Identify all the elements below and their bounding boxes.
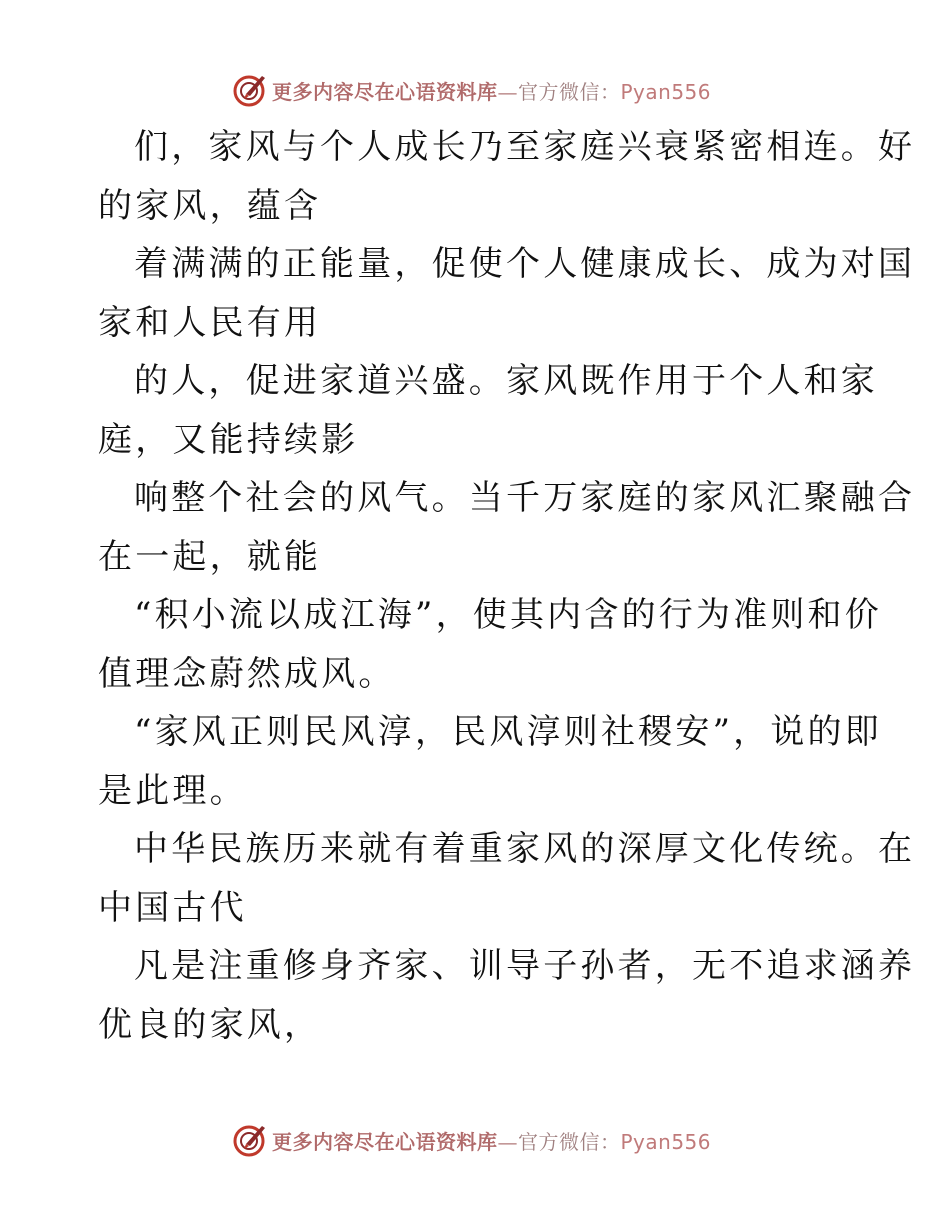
paragraph-line: 中华民族历来就有着重家风的深厚文化传统。在 (134, 829, 916, 869)
paragraph-line: 在一起，就能 (98, 536, 322, 577)
watermark-id: Pyan556 (620, 1129, 712, 1154)
watermark-dash: — (497, 1129, 518, 1154)
paragraph-line: 的家风，蕴含 (98, 185, 322, 226)
body-text (98, 118, 916, 1054)
footer-watermark (232, 1120, 732, 1160)
paragraph-line: 家和人民有用 (98, 302, 322, 343)
quill-logo-icon (232, 1122, 268, 1158)
paragraph-line: 的人，促进家道兴盛。家风既作用于个人和家 (134, 361, 878, 401)
paragraph-line: 值理念蔚然成风。 (98, 653, 396, 694)
paragraph-line: 优良的家风， (98, 1004, 322, 1045)
watermark-main-text: 更多内容尽在心语资料库 (272, 1129, 498, 1154)
paragraph-line: 们，家风与个人成长乃至家庭兴衰紧密相连。好 (134, 127, 916, 167)
paragraph-line: 响整个社会的风气。当千万家庭的家风汇聚融合 (134, 478, 916, 518)
watermark-id: Pyan556 (620, 79, 712, 104)
paragraph-line: 中国古代 (98, 887, 247, 928)
watermark-main-text: 更多内容尽在心语资料库 (272, 79, 498, 104)
paragraph-line: 凡是注重修身齐家、训导子孙者，无不追求涵养 (134, 946, 916, 986)
quill-logo-icon (232, 72, 268, 108)
watermark-label: 官方微信： (518, 79, 621, 104)
paragraph-line: 着满满的正能量，促使个人健康成长、成为对国 (134, 244, 916, 284)
watermark-label: 官方微信： (518, 1129, 621, 1154)
paragraph-line: 庭，又能持续影 (98, 419, 359, 460)
header-watermark (232, 70, 732, 110)
watermark-dash: — (497, 79, 518, 104)
paragraph-line: 是此理。 (98, 770, 247, 811)
paragraph-line: “积小流以成江海”，使其内含的行为准则和价 (134, 595, 882, 635)
paragraph-line: “家风正则民风淳，民风淳则社稷安”，说的即 (134, 712, 882, 752)
